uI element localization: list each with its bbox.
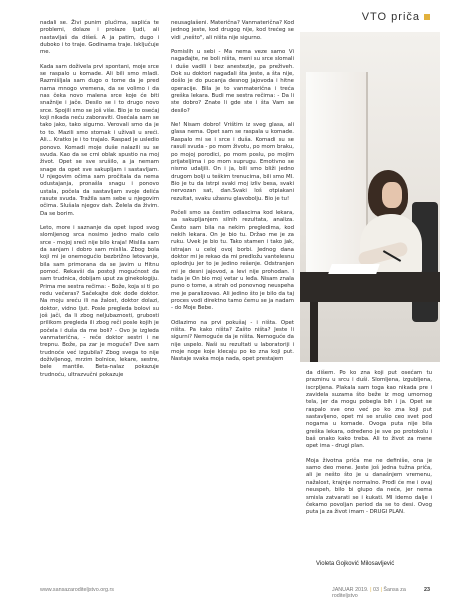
paragraph: Leto, more i saznanje da opet ispod svog slomljenog srca nosimo jedno malo celo srce - mojoj sreći nije bilo kraja! Mislila sam da sanjam i dobro sam mislila. Zbog bola koji mi je onemogućio bezbrižno letovanje, bila sam primorana da se javim u Hitnu pomoć. Rekavši da postoji mogućnost da sam trudnica, dobijam uput za ginekologiju. Prima me sestra rečima: - Bože, koja si ti po redu večeras? Sačekajte dok dođe doktor. Na moju sreću ili na žalost, doktor dolazi, doktor, vidno ljut. Posle pregleda bolovi su još jači, đa li zbog neljubaznosti, grubosti prilikom pregleda ili zbog reči posle kojih je počela i duša da me boli? - Ovo je izgleda vanmaterična, - reče doktor sestri i ne trepnu. Bože, pa zar je moguće? Dve sam trudnoće već izgubila? Zbog svega to nije doživljenog, mrzim bolnice, lekare, sestre, bele mantile. Beta-nalaz pokazuje trudnoću, ultrazvučni pokazuje (40, 224, 159, 378)
paragraph: da dišem. Po ko zna koji put osećam tu prazninu u srcu i duši. Slomljena, izgubljena, iscrpljena. Plakala sam toga kao nikada pre i zavidela suzama što beže iz mog umornog tela, jer da mogu pobegla bih i ja. Opet se raspalo sve ono već po ko zna koji put sastavljeno, opet mi se srušio ceo svet pod nogama u komade. Ovoga puta nije bila greška lekara, određeno je sve po protokolu i baš onako kako treba. Ali to život za mene opet ima - drugi plan. (306, 370, 432, 450)
paragraph: Počeli smo sa čestim odlascima kod lekara, sa sakupljanjem silnih rezultata, analiza. Često sam bila na nekim pregledima, kod nekih lekara. On je bio tu. Držao me je za ruku. Uvek je bio tu. Tako stamen i tako jak, istrajan u celoj ovoj borbi. Jednog dana doktor mi je rekao da mi predložu vantelesnu oplodnju jer to je jedino rešenje. Odstranjen mi je desni jajovod, a levi nije prohodan. I tada je On bio moj vetar u leđa. Nisam znala puno o tome, a strah od ponovnog neuspeha me je paralizovao. Ali jedino što je bilo da taj proces vodi direktno tamo čemu se ja nadam - do Moje Bebe. (171, 209, 294, 312)
article-photo (300, 32, 440, 362)
footer-issue-info (332, 587, 430, 599)
author-signature: Violeta Gojković Milosavljević (316, 561, 395, 567)
footer-date: JANUAR 2019. (332, 587, 369, 593)
footer-separator: | (370, 587, 372, 593)
article-column-1 (40, 20, 159, 386)
accent-square (424, 14, 430, 20)
paragraph: Kada sam doživela prvi spontani, moje srce se raspalo u komade. Ali bili smo mladi. Razmišljala sam dugo o tome da je pred nama mnogo vremena, da se volimo i da nas čeka novo malena srce koje će biti snažnije i jače. Desilo se i to drugo novo srce. Spojili smo se još više. Bio je to osećaj koji nikada neću zaboraviti. Osećala sam se tako jako, tako sigurno. Verovali smo da je to to. Mazili smo stomak i uživali u sreći. Ali... Kratko je i to trajalo. Raspad je usledio ponovo. Komadi moje duše nalazili su se svuda. Kao da se crni oblak spustio na moj život. Opet se sve srušilo, a ja nemam snage da opet sve sakupljam i sastavljam. U njegovim očima sam pročitala da nema odustajanja, pronašla snagu i ponovo ustala, počela da sastavljam svoje delića rasute svuda. Tražila sam sebe u njegovim očima. Slušala njegov dah. Želela da živim. Da se borim. (40, 63, 159, 217)
footer-issue: 03 (372, 587, 379, 593)
footer-separator: | (380, 587, 382, 593)
paragraph: nadali se. Živi punim plućima, saplića te problemi, dolaze i prolaze ljudi, ali nastavljaš da dišeš. A ja patim, dugo i duboko i to traje. Godinama traje. Isključuje me. (40, 20, 159, 56)
photo-desk (300, 272, 440, 302)
photo-desk-leg (310, 302, 318, 362)
page-number: 23 (424, 587, 430, 593)
page-footer (40, 587, 430, 597)
article-column-2 (171, 20, 294, 371)
photo-person-face (382, 182, 402, 208)
footer-magazine: Šansa za roditeljstvo (332, 587, 406, 599)
section-title: VTO priča (361, 11, 420, 23)
photo-window (306, 72, 368, 272)
paragraph: Odlazimo na prvi pokušaj - i ništa. Opet ništa. Pa kako ništa? Zašto ništa? Jeste li sigurni? Nemoguće da je ništa. Nemoguće da nije uspelo. Naši su rezultati u laboratoriji i moje noge koje klecaju po ko zna koji put. Nastaje svaka moja nada, opet prestajem (171, 319, 294, 363)
page-header (362, 8, 430, 26)
article-column-3 (306, 370, 432, 524)
paragraph: Moja životna priča me ne definiše, ona je samo deo mene. Jeste još jedna tužna priča, ali je nešto što je u današnjem vremenu, nažalost, krajnje normalno. Prođi će me i ovaj neuspeh, bilo bi glupo da neće, jer nema smisla zatvarati se i kukati. MI idemo dalje i čekamo povoljan period da se to desi. Ovog puta ja za život imam - DRUGI PLAN. (306, 457, 432, 516)
paragraph: neusaglašeni. Materična? Vanmaterična? Kod jednog jeste, kod drugog nije, kod trećeg se vidi „nešto", ali ništa nije sigurno. (171, 20, 294, 41)
paragraph: Pomislih u sebi - Ma nema veze samo Vi nagađajte, ne boli ništa, meni su srce slomali i duše vadili i bez anestezije, pa preživeh. Dok su doktori nagađali šta jeste, a šta nije, došlo je do pucanja desnog jajovoda i hitne operacije. Bila je to vanmaterična i treća greška lekara. Budi me sestra rečima: - Da li ste dobro? Znate li gde ste i šta Vam se desilo? (171, 49, 294, 114)
photo-paper (328, 264, 380, 274)
paragraph: Ne! Nisam dobro! Vrištim iz sveg glasa, ali glasa nema. Opet sam se raspala u komade. Raspalo mi se i srce i duša. Komadi su se rasuli svuda - po mom životu, po mom braku, po mojoj porodici, po mom poslu, po mojim prijateljima i po mom suprugu. Emotivno se nismo udaljili. On i ja, bili smo bliži jedno drugom bolji u teškim trenucima, bili smo MI. Bio je tu da istrpi svaki moj izliv besa, svaki nervozan sat, dan.Svaki loš otpiakani rezultat, svaku užasnu glavobolju. Bio je tu! (171, 122, 294, 202)
footer-url[interactable]: www.sansazaroditeljstvo.org.rs (40, 587, 114, 593)
